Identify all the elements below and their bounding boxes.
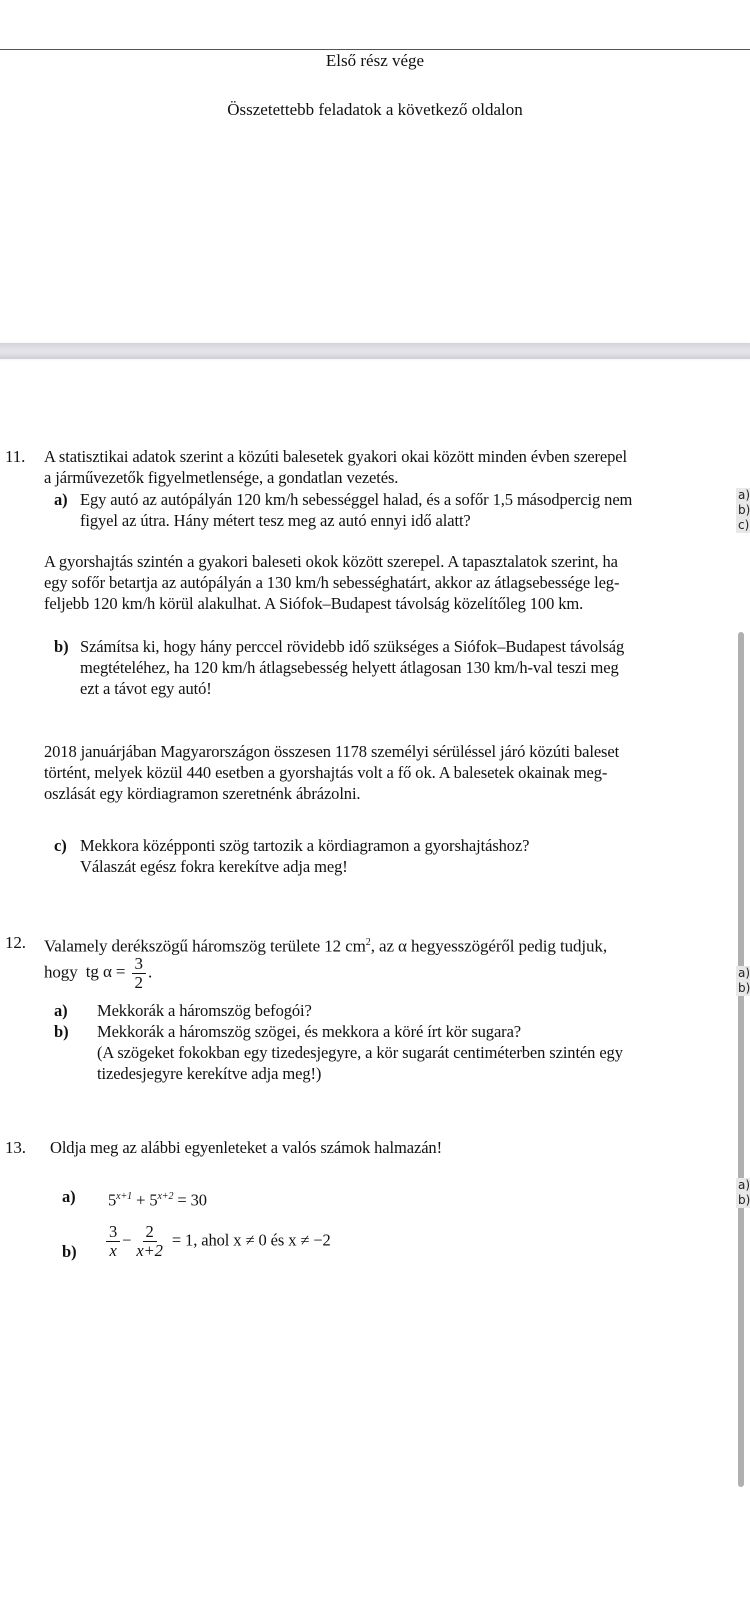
period: . [147, 962, 153, 982]
plus-sign: + [132, 1190, 150, 1210]
intro-line: A statisztikai adatok szerint a közúti balesetek gyakori okai között minden évben szerepel [44, 447, 627, 466]
problem-13b-label: b) [62, 1242, 77, 1261]
problem-13-intro: Oldja meg az alábbi egyenleteket a valós számok halmazán! [50, 1138, 442, 1157]
text-line: egy sofőr betartja az autópályán a 130 km/h sebességhatárt, akkor az átlagsebessége leg- [44, 573, 620, 592]
text-line: Számítsa ki, hogy hány perccel rövidebb idő szükséges a Siófok–Budapest távolság [80, 637, 625, 656]
problem-13b-equation [104, 1223, 331, 1260]
minus-sign: − [122, 1230, 132, 1250]
answer-tab-a[interactable]: a) [738, 966, 750, 980]
problem-12b-label: b) [54, 1022, 69, 1041]
fraction-denominator: 2 [134, 973, 143, 992]
first-part-end-text: Első rész vége [325, 51, 425, 70]
problem-11b-label: b) [54, 637, 69, 656]
page-separator [0, 343, 750, 359]
fraction-denominator: x [109, 1241, 117, 1260]
problem-12a-label: a) [54, 1001, 68, 1020]
fraction-3-over-x [106, 1223, 120, 1260]
text-line: Mekkorák a háromszög szögei, és mekkora a köré írt kör sugara? [97, 1022, 522, 1041]
answer-tab-a[interactable]: a) [738, 488, 750, 502]
base: 5 [149, 1190, 158, 1210]
fraction-three-halves [132, 955, 146, 992]
next-page-note: Összetettebb feladatok a következő oldalon [227, 100, 523, 119]
text-line: feljebb 120 km/h körül alakulhat. A Siófok–Budapest távolság közelítőleg 100 km. [44, 594, 584, 613]
fraction-2-over-x-plus-2 [133, 1223, 165, 1260]
problem-11a-text [80, 489, 632, 531]
problem-11-paragraph-speeding [44, 551, 619, 614]
text-line: oszlását egy kördiagramon szeretnénk ábrázolni. [44, 784, 361, 803]
text-line: Mekkora középponti szög tartozik a kördiagramon a gyorshajtáshoz? [80, 836, 530, 855]
intro-text: Valamely derékszögű háromszög területe 12 cm [44, 936, 366, 956]
problem-13-number: 13. [5, 1138, 26, 1157]
fraction-numerator: 3 [106, 1223, 120, 1242]
problem-12-answer-tabs [736, 966, 750, 996]
vertical-scrollbar[interactable] [738, 632, 744, 1487]
fraction-numerator: 2 [143, 1223, 157, 1242]
text-line: megtételéhez, ha 120 km/h átlagsebesség helyett átlagosan 130 km/h-val teszi meg [80, 658, 619, 677]
problem-13a-equation [108, 1186, 207, 1211]
problem-11-answer-tabs [736, 488, 750, 533]
problem-11b-text [80, 636, 624, 699]
problem-11a-label: a) [54, 490, 68, 509]
fraction-denominator: x+2 [136, 1241, 163, 1260]
right-hand-side: = 30 [173, 1190, 207, 1210]
text-line: (A szögeket fokokban egy tizedesjegyre, a kör sugarát centiméterben szintén egy [97, 1043, 623, 1062]
exponent: x+2 [157, 1191, 174, 1202]
problem-11-number: 11. [5, 447, 26, 466]
exponent: x+1 [116, 1191, 133, 1202]
area-exponent: 2 [365, 937, 371, 948]
answer-tab-a[interactable]: a) [738, 1178, 750, 1192]
problem-12-intro [44, 932, 607, 957]
page-top-divider [0, 49, 750, 50]
problem-12-tangent-line [44, 955, 152, 992]
answer-tab-b[interactable]: b) [738, 981, 750, 995]
problem-11c-label: c) [54, 836, 67, 855]
hogy-word: hogy [44, 962, 78, 982]
problem-12-number: 12. [5, 933, 26, 952]
text-line: történt, melyek közül 440 esetben a gyorshajtás volt a fő ok. A balesetek okainak meg- [44, 763, 608, 782]
intro-line: a járművezetők figyelmetlensége, a gondatlan vezetés. [44, 468, 399, 487]
answer-tab-b[interactable]: b) [738, 1193, 750, 1207]
problem-13a-label: a) [62, 1187, 76, 1206]
text-line: tizedesjegyre kerekítve adja meg!) [97, 1064, 322, 1083]
tangent-expression: tg α = [85, 962, 126, 982]
answer-tab-c[interactable]: c) [738, 518, 750, 532]
fraction-numerator: 3 [132, 955, 146, 974]
problem-11-paragraph-statistics [44, 741, 619, 804]
text-line: 2018 januárjában Magyarországon összesen 1178 személyi sérüléssel járó közúti baleset [44, 742, 620, 761]
problem-13-answer-tabs [736, 1178, 750, 1208]
problem-11c-text [80, 835, 529, 877]
text-line: Válaszát egész fokra kerekítve adja meg! [80, 857, 348, 876]
intro-text: , az α hegyesszögéről pedig tudjuk, [370, 936, 607, 956]
problem-12a-text: Mekkorák a háromszög befogói? [97, 1001, 312, 1020]
text-line: A gyorshajtás szintén a gyakori baleseti okok között szerepel. A tapasztalatok szerint, ha [44, 552, 618, 571]
problem-12b-text [97, 1021, 623, 1084]
base: 5 [108, 1190, 117, 1210]
text-line: figyel az útra. Hány métert tesz meg az autó ennyi idő alatt? [80, 511, 471, 530]
text-line: Egy autó az autópályán 120 km/h sebességgel halad, és a sofőr 1,5 másodpercig nem [80, 490, 633, 509]
equation-condition: = 1, ahol x ≠ 0 és x ≠ −2 [171, 1230, 331, 1250]
problem-11-intro [44, 446, 627, 488]
text-line: ezt a távot egy autó! [80, 679, 212, 698]
answer-tab-b[interactable]: b) [738, 503, 750, 517]
